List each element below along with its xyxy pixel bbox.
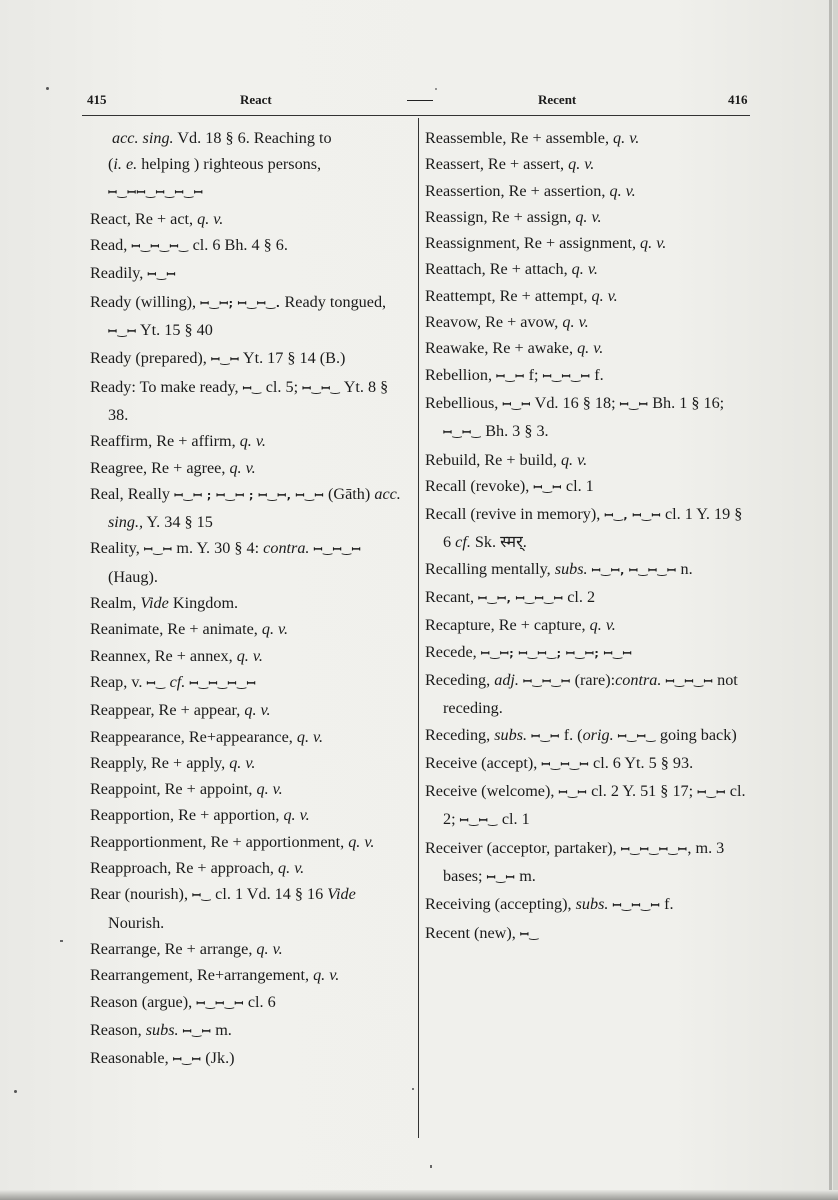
italic-text: Vide (140, 594, 169, 613)
entry-text: Reason, (90, 1020, 146, 1039)
avestan-script: ꟷ‿ꟷ (182, 1024, 212, 1038)
dictionary-entry (425, 335, 751, 361)
avestan-script: ꟷ‿ (242, 381, 262, 395)
dictionary-entry (425, 256, 751, 282)
entry-text: Ready: To make ready, (90, 377, 243, 396)
italic-text: q. v. (313, 966, 340, 985)
entry-text: Reappearance, Re+appearance, (90, 727, 297, 746)
dictionary-entry (425, 920, 751, 948)
dictionary-entry (90, 802, 408, 828)
italic-text: q. v. (613, 129, 640, 147)
entry-text: Read, (90, 236, 132, 255)
entry-text: Reassemble, Re + assemble, (425, 129, 614, 147)
dictionary-entry (425, 750, 751, 778)
entry-text: Reassign, Re + assign, (425, 207, 576, 226)
entry-text: cl. 1 (497, 810, 530, 829)
italic-text: q. v. (640, 234, 667, 253)
dictionary-entry (425, 639, 751, 667)
dictionary-entry (425, 667, 751, 722)
entry-text: Yt. 8 § 38. (108, 377, 389, 424)
entry-text: (Gāth) (324, 484, 375, 503)
entry-text: Recapture, Re + capture, (425, 616, 590, 635)
dictionary-entry (425, 835, 751, 892)
avestan-script: ꟷ‿ꟷ; (200, 296, 234, 310)
avestan-script: ꟷ‿ꟷ‿ (302, 381, 341, 395)
entry-text: m. (211, 1020, 232, 1039)
dictionary-entry (90, 535, 408, 590)
avestan-script: ꟷ‿ꟷ‿. (237, 296, 281, 310)
entry-text: Receding, (425, 725, 495, 744)
entry-text: Reaffirm, Re + affirm, (90, 432, 240, 451)
entry-text: Y. 34 § 15 (143, 513, 213, 532)
entry-text: Recall (revive in memory), (425, 505, 605, 524)
speck (430, 1165, 432, 1168)
entry-text: Reappear, Re + appear, (90, 701, 245, 720)
entry-text: cl. 2 (563, 588, 596, 607)
avestan-script: ꟷ‿ꟷ‿ (443, 426, 482, 440)
italic-text: q. v. (229, 753, 256, 772)
avestan-script: ꟷ‿ꟷ (496, 369, 525, 383)
speck (14, 1090, 17, 1093)
entry-text: Ready tongued, (280, 292, 387, 311)
avestan-script: ꟷ‿ꟷ (533, 480, 562, 494)
avestan-script: ꟷ‿ꟷ‿ꟷ (313, 543, 362, 557)
entry-text: Nourish. (108, 913, 165, 932)
dictionary-entry (425, 204, 751, 230)
italic-text: subs. (554, 559, 588, 578)
page-number-right: 416 (728, 92, 748, 107)
dictionary-entry (90, 289, 408, 346)
entry-text: n. (676, 559, 693, 578)
italic-text: q. v. (562, 313, 589, 332)
dictionary-entry (90, 481, 408, 536)
entry-text: (Jk.) (201, 1049, 235, 1068)
dictionary-entry (90, 855, 408, 881)
dictionary-entry (90, 829, 408, 855)
entry-text: Receding, (425, 670, 495, 689)
avestan-script: ꟷ‿ꟷ (143, 543, 173, 557)
header-rule (82, 115, 750, 116)
dictionary-entry (90, 1017, 408, 1045)
entry-text: Reattach, Re + attach, (425, 260, 572, 279)
page-edge-shadow (829, 0, 832, 1200)
avestan-script: ꟷ‿ (146, 676, 166, 690)
entry-text: Vd. 18 § 6. Reaching to (173, 129, 332, 147)
entry-text: , m. 3 bases; (443, 838, 725, 886)
avestan-script: ꟷ‿ꟷ ; ꟷ‿ꟷ ; ꟷ‿ꟷ, (174, 488, 292, 502)
italic-text: subs. (145, 1020, 179, 1039)
avestan-script: ꟷ‿ꟷ‿ꟷ‿ꟷ (189, 676, 257, 690)
entry-text: cl. 2 Y. 51 § 17; (587, 782, 698, 801)
italic-text: adj. (494, 670, 519, 689)
dictionary-entry (425, 125, 751, 151)
italic-text: Vide (327, 885, 356, 904)
avestan-script: ꟷ‿ꟷ‿ꟷ (196, 996, 244, 1010)
dictionary-entry (90, 669, 408, 697)
dictionary-entry (90, 724, 408, 750)
dictionary-entry (90, 1045, 408, 1073)
dictionary-entry (90, 881, 408, 936)
italic-text: q. v. (575, 207, 602, 226)
entry-text: Rebuild, Re + build, (425, 450, 561, 469)
guide-word-left: React (240, 92, 272, 107)
avestan-script: ꟷ‿ꟷ‿ꟷ (612, 899, 661, 913)
entry-text: Reality, (90, 539, 144, 558)
entry-text: Vd. 16 § 18; (530, 393, 620, 412)
entry-text: going back) (655, 725, 737, 744)
entry-text: Receiving (accepting), (425, 895, 576, 914)
avestan-script: ꟷ‿ꟷ (502, 397, 531, 411)
entry-text: Reattempt, Re + attempt, (425, 286, 592, 305)
entry-text: Reassignment, Re + assignment, (425, 234, 641, 253)
entry-text: Reap, v. (90, 672, 147, 691)
running-header (82, 88, 750, 112)
dictionary-entry (90, 178, 408, 206)
avestan-script: ꟷ‿ꟷ (172, 1053, 202, 1067)
italic-text: cf. (455, 533, 471, 552)
right-column (425, 125, 751, 948)
dictionary-entry (90, 776, 408, 802)
entry-text: cl. 1 (561, 476, 594, 495)
avestan-script: ꟷ‿ꟷꟷ‿ꟷ‿ꟷ‿ꟷ (108, 185, 204, 199)
dictionary-entry (425, 309, 751, 335)
entry-text: not receding. (443, 670, 738, 718)
entry-text: Reannex, Re + annex, (90, 646, 237, 665)
entry-text: helping ) righteous persons, (137, 155, 322, 174)
italic-text: q. v. (589, 616, 616, 635)
dictionary-entry (90, 260, 408, 288)
entry-text: Reanimate, Re + animate, (90, 620, 262, 639)
left-column (90, 125, 408, 1073)
entry-text: Yt. 17 § 14 (B.) (239, 349, 346, 368)
dictionary-entry (425, 612, 751, 638)
entry-text: m. (515, 867, 536, 886)
speck (46, 87, 49, 90)
entry-text: Reavow, Re + avow, (425, 313, 563, 332)
entry-text: cl. 5; (261, 377, 303, 396)
italic-text: q. v. (239, 432, 266, 451)
italic-text: q. v. (591, 286, 618, 305)
avestan-script: ꟷ‿ꟷ (295, 488, 324, 502)
entry-text: Rearrangement, Re+arrangement, (90, 966, 314, 985)
dictionary-entry (425, 283, 751, 309)
dictionary-entry (90, 125, 408, 151)
entry-text: (rare): (570, 670, 616, 689)
dictionary-entry (90, 374, 408, 429)
dictionary-entry (425, 362, 751, 390)
dictionary-entry (425, 556, 751, 584)
entry-text: Rearrange, Re + arrange, (90, 939, 257, 958)
dictionary-entry (425, 178, 751, 204)
dictionary-entry (425, 501, 751, 556)
italic-text: q. v. (283, 806, 310, 825)
dictionary-entry (90, 428, 408, 454)
entry-text: Real, Really (90, 484, 175, 503)
speck (412, 1088, 414, 1090)
entry-text: Reapproach, Re + approach, (90, 859, 279, 878)
entry-text: Reassert, Re + assert, (425, 155, 569, 174)
entry-text: f; (524, 365, 543, 384)
italic-text: q. v. (261, 620, 289, 639)
avestan-script: ꟷ‿ꟷ (697, 786, 726, 800)
entry-text: f. (660, 895, 674, 914)
avestan-script: ꟷ‿ꟷ (558, 786, 588, 800)
italic-text: q. v. (577, 339, 604, 358)
dictionary-entry (90, 151, 408, 177)
entry-text: Ready (prepared), (90, 349, 211, 368)
italic-text: q. v. (560, 450, 588, 469)
entry-text: cl. 2; (443, 782, 746, 829)
avestan-script: ꟷ‿ꟷ; ꟷ‿ꟷ‿; ꟷ‿ꟷ; ꟷ‿ꟷ (480, 646, 633, 660)
header-dash (407, 100, 433, 101)
avestan-script: ꟷ‿, ꟷ‿ꟷ (604, 509, 661, 523)
italic-text: contra. (615, 670, 662, 689)
dictionary-entry (425, 447, 751, 473)
dictionary-entry (90, 750, 408, 776)
avestan-script: ꟷ‿ꟷ (531, 729, 560, 743)
dictionary-entry (425, 473, 751, 501)
page-edge (833, 0, 838, 1200)
avestan-script: ꟷ‿ꟷ‿ꟷ (628, 563, 677, 577)
dictionary-entry (425, 584, 751, 612)
dictionary-entry (90, 455, 408, 481)
entry-text: Reason (argue), (90, 992, 197, 1011)
column-rule (418, 118, 419, 1138)
dictionary-entry (90, 936, 408, 962)
dictionary-entry (425, 151, 751, 177)
avestan-script: ꟷ‿ꟷ, ꟷ‿ꟷ‿ꟷ (478, 592, 564, 606)
italic-text: q. v. (256, 939, 283, 958)
avestan-script: ꟷ‿ꟷ‿ (617, 729, 656, 743)
entry-text: Readily, (90, 264, 148, 283)
avestan-script: ꟷ‿ꟷ (210, 353, 240, 367)
entry-text: f. ( (559, 725, 583, 744)
dictionary-entry (90, 232, 408, 260)
entry-text: cl. 6 (243, 992, 276, 1011)
entry-text: Recalling mentally, (425, 559, 555, 578)
italic-text: q. v. (256, 780, 283, 799)
italic-text: cf. (169, 672, 186, 691)
page-bottom-edge (0, 1190, 838, 1200)
italic-text: orig. (582, 725, 614, 744)
italic-text: q. v. (348, 832, 375, 851)
entry-text: Receive (welcome), (425, 782, 559, 801)
dictionary-entry (425, 230, 751, 256)
italic-text: q. v. (609, 181, 636, 200)
italic-text: acc. sing. (112, 129, 174, 147)
avestan-script: ꟷ‿ꟷ (619, 397, 649, 411)
entry-text: Reasonable, (90, 1049, 173, 1068)
italic-text: q. v. (244, 701, 271, 720)
page-number-left: 415 (87, 92, 107, 107)
entry-text: Receiver (acceptor, partaker), (425, 838, 621, 857)
entry-text: Reassertion, Re + assertion, (425, 181, 610, 200)
entry-text: Sk. स्मर्. (470, 533, 527, 552)
dictionary-entry (90, 697, 408, 723)
entry-text: Reapportion, Re + apportion, (90, 806, 284, 825)
italic-text: subs. (575, 895, 609, 914)
italic-text: q. v. (568, 155, 595, 174)
italic-text: acc. sing., (108, 484, 401, 532)
entry-text: Bh. 3 § 3. (481, 422, 549, 441)
italic-text: contra. (263, 539, 310, 558)
dictionary-entry (90, 206, 408, 232)
italic-text: q. v. (236, 646, 263, 665)
avestan-script: ꟷ‿ꟷ‿ꟷ (665, 674, 714, 688)
avestan-script: ꟷ‿ꟷ‿ꟷ‿ꟷ (620, 842, 688, 856)
italic-text: q. v. (278, 859, 305, 878)
dictionary-entry (425, 891, 751, 919)
avestan-script: ꟷ‿ (192, 889, 212, 903)
dictionary-entry (90, 643, 408, 669)
entry-text: cl. 1 Y. 19 § 6 (443, 505, 743, 552)
dictionary-entry (90, 590, 408, 616)
entry-text: Rebellion, (425, 365, 497, 384)
entry-text: Recall (revoke), (425, 476, 534, 495)
italic-text: subs. (494, 725, 528, 744)
entry-text: Recant, (425, 588, 479, 607)
avestan-script: ꟷ‿ (519, 927, 539, 941)
entry-text: cl. 6 Bh. 4 § 6. (188, 236, 288, 255)
italic-text: q. v. (197, 209, 224, 228)
entry-text: React, Re + act, (90, 209, 198, 228)
avestan-script: ꟷ‿ꟷ‿ (459, 814, 498, 828)
guide-word-right: Recent (538, 92, 577, 107)
avestan-script: ꟷ‿ꟷ, (591, 563, 625, 577)
italic-text: q. v. (571, 260, 598, 279)
entry-text: Yt. 15 § 40 (136, 321, 213, 340)
avestan-script: ꟷ‿ꟷ‿ꟷ (542, 369, 591, 383)
entry-text: m. Y. 30 § 4: (172, 539, 264, 558)
avestan-script: ꟷ‿ꟷ‿ꟷ‿ (131, 240, 189, 254)
avestan-script: ꟷ‿ꟷ (147, 268, 176, 282)
dictionary-entry (425, 722, 751, 750)
entry-text: f. (590, 365, 604, 384)
entry-text: ( (108, 155, 114, 174)
entry-text: Reapportionment, Re + apportionment, (90, 832, 349, 851)
dictionary-entry (90, 962, 408, 988)
entry-text: Rebellious, (425, 393, 503, 412)
dictionary-entry (425, 778, 751, 835)
entry-text: Reagree, Re + agree, (90, 458, 230, 477)
italic-text: q. v. (229, 458, 256, 477)
avestan-script: ꟷ‿ꟷ‿ꟷ (541, 757, 589, 771)
entry-text: Realm, (90, 594, 141, 613)
dictionary-entry (90, 616, 408, 642)
entry-text: Recent (new), (425, 923, 520, 942)
entry-text: (Haug). (108, 567, 158, 586)
entry-text: Receive (accept), (425, 753, 542, 772)
entry-text: Rear (nourish), (90, 885, 193, 904)
avestan-script: ꟷ‿ꟷ‿ꟷ (523, 674, 571, 688)
italic-text: i. e. (113, 155, 138, 174)
entry-text: cl. 1 Vd. 14 § 16 (211, 885, 328, 904)
speck (60, 940, 63, 942)
entry-text: Recede, (425, 642, 481, 661)
avestan-script: ꟷ‿ꟷ (486, 871, 516, 885)
entry-text: cl. 6 Yt. 5 § 93. (588, 753, 694, 772)
dictionary-entry (425, 390, 751, 447)
italic-text: q. v. (296, 727, 324, 746)
entry-text: Reappoint, Re + appoint, (90, 780, 257, 799)
entry-text: Ready (willing), (90, 292, 201, 311)
entry-text: Reapply, Re + apply, (90, 753, 230, 772)
avestan-script: ꟷ‿ꟷ (108, 325, 137, 339)
dictionary-entry (90, 345, 408, 373)
entry-text: Kingdom. (168, 594, 239, 613)
dictionary-entry (90, 989, 408, 1017)
entry-text: Bh. 1 § 16; (648, 393, 725, 412)
entry-text: Reawake, Re + awake, (425, 339, 578, 358)
